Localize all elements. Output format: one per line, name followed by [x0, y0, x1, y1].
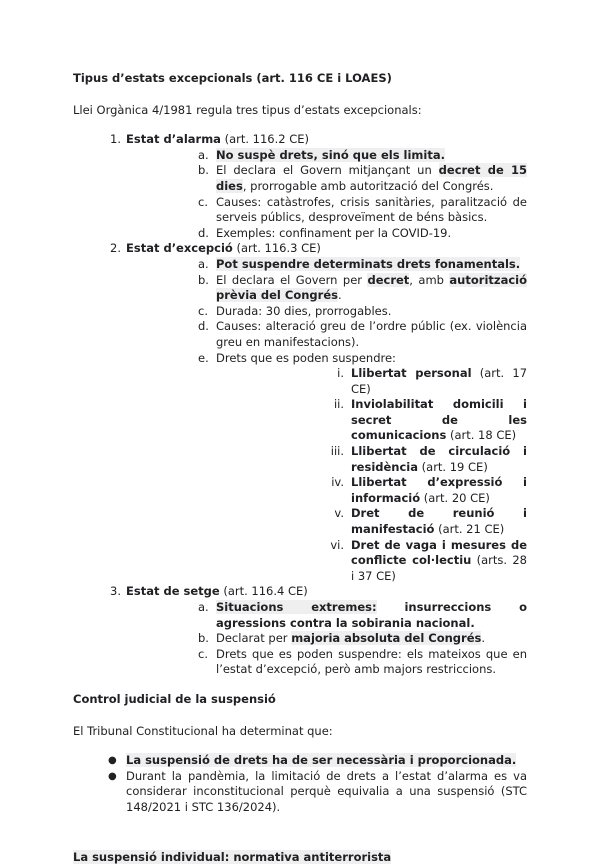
text-run: .	[337, 288, 342, 303]
right-name: Llibertat d’expressió i informació	[351, 475, 527, 505]
state-ref: (art. 116.3 CE)	[232, 241, 321, 256]
state-sublist	[126, 148, 527, 242]
bullet-icon: ●	[108, 755, 117, 767]
highlighted-text: La suspensió de drets ha de ser necessària i proporcionada.	[126, 753, 517, 768]
control-heading: Control judicial de la suspensió	[73, 691, 276, 706]
list-marker: e.	[198, 350, 209, 365]
state-sublist	[126, 600, 527, 678]
section-title: Tipus d’estats excepcionals (art. 116 CE i LOAES)	[73, 71, 392, 85]
highlighted-text: autorització prèvia del Congrés	[216, 272, 527, 303]
right-item	[216, 475, 527, 506]
state-subitem	[126, 163, 527, 194]
text-run: Causes: catàstrofes, crisis sanitàries, paralització de serveis públics, desproveïment de béns bàsics.	[216, 194, 527, 225]
list-marker: d.	[198, 225, 209, 240]
list-marker: c.	[198, 303, 208, 318]
list-marker: c.	[198, 646, 208, 661]
text-run: Causes: alteració greu de l’ordre públic (ex. violència greu en manifestacions).	[216, 319, 527, 349]
control-bullet-item	[73, 753, 527, 769]
right-ref: (art. 18 CE)	[446, 428, 517, 443]
final-heading: La suspensió individual: normativa antiterrorista	[73, 849, 392, 864]
state-subitem	[126, 226, 527, 242]
list-marker: 3.	[110, 584, 121, 599]
list-marker: a.	[198, 256, 209, 271]
state-subitem	[126, 600, 527, 631]
state-ref: (art. 116.2 CE)	[220, 132, 310, 147]
highlighted-text: Situacions extremes:	[216, 600, 377, 614]
right-item	[216, 444, 527, 475]
state-sublist	[126, 257, 527, 584]
text-run: , prorrogable amb autorització del Congrés.	[242, 178, 494, 193]
text-run: Drets que es poden suspendre: els mateixos que en l’estat d’excepció, però amb majors restriccions.	[216, 646, 527, 677]
right-ref: (art. 19 CE)	[418, 459, 488, 474]
state-subitem	[126, 273, 527, 304]
list-marker: d.	[198, 319, 209, 334]
states-list	[73, 132, 527, 678]
right-item	[216, 397, 527, 444]
text-run: El declara el Govern mitjançant un	[216, 163, 439, 178]
intro-paragraph: Llei Orgànica 4/1981 regula tres tipus d’estats excepcionals:	[73, 102, 422, 117]
right-ref: (art. 21 CE)	[434, 522, 505, 537]
highlighted-text: majoria absoluta del Congrés	[291, 631, 482, 646]
list-marker: a.	[198, 147, 209, 162]
control-bullet-item	[73, 769, 527, 816]
list-marker: v.	[334, 506, 344, 521]
state-item	[73, 584, 527, 678]
state-item	[73, 132, 527, 241]
list-marker: 2.	[110, 241, 121, 256]
text-run: , amb	[409, 272, 450, 287]
state-subitem	[126, 319, 527, 350]
state-ref: (art. 116.4 CE)	[219, 584, 308, 599]
list-marker: iv.	[331, 475, 344, 490]
text-run: Drets que es poden suspendre:	[216, 350, 396, 365]
document-page	[73, 71, 527, 865]
state-subitem	[126, 351, 527, 585]
right-name: Dret de vaga i mesures de conflicte col·lectiu	[351, 537, 527, 568]
state-subitem	[126, 631, 527, 647]
list-marker: i.	[337, 366, 344, 381]
text-run: Exemples: confinament per la COVID-19.	[216, 225, 452, 240]
rights-list	[216, 366, 527, 584]
right-name: Inviolabilitat domicili i secret de les comunicacions	[351, 397, 527, 443]
highlighted-text: No suspè drets, sinó que els limita.	[216, 147, 445, 162]
text-run: Declarat per	[216, 631, 292, 646]
right-name: Dret de reunió i manifestació	[351, 506, 527, 537]
text-run: Durada: 30 dies, prorrogables.	[216, 303, 392, 318]
right-item	[216, 506, 527, 537]
right-item	[216, 538, 527, 585]
highlighted-text: decret de 15 dies	[216, 163, 527, 193]
list-marker: 1.	[110, 132, 121, 147]
state-subitem	[126, 304, 527, 320]
text-run: El declara el Govern per	[216, 272, 368, 287]
highlighted-text: decret	[367, 272, 410, 287]
list-marker: a.	[198, 600, 209, 614]
bullet-icon: ●	[108, 770, 117, 782]
state-subitem	[126, 257, 527, 273]
right-name: Llibertat personal	[351, 366, 472, 381]
state-subitem	[126, 148, 527, 164]
list-marker: iii.	[330, 444, 344, 459]
right-name: Llibertat de circulació i residència	[351, 444, 527, 474]
highlighted-text: Pot suspendre determinats drets fonamentals.	[216, 256, 521, 271]
list-marker: vi.	[330, 537, 344, 552]
right-item	[216, 366, 527, 397]
right-ref: (arts. 28 i 37 CE)	[351, 553, 527, 583]
text-run: insurreccions o agressions contra la sobirania nacional.	[216, 600, 527, 630]
state-subitem	[126, 195, 527, 226]
control-bullets	[73, 753, 527, 815]
list-marker: b.	[198, 272, 209, 287]
state-subitem	[126, 647, 527, 678]
list-marker: b.	[198, 631, 209, 646]
list-marker: b.	[198, 163, 209, 178]
state-name: Estat de setge	[126, 584, 220, 599]
state-name: Estat d’excepció	[126, 241, 233, 256]
text-run: .	[481, 631, 486, 646]
right-ref: (art. 17 CE)	[351, 366, 528, 396]
list-marker: ii.	[333, 397, 344, 412]
right-ref: (art. 20 CE)	[420, 490, 490, 505]
list-marker: c.	[198, 194, 208, 209]
state-item	[73, 241, 527, 584]
text-run: Durant la pandèmia, la limitació de drets a l’estat d’alarma es va considerar inconstitucional perquè equivalia a una suspensió (STC 148/2021 i STC 136/2024).	[126, 768, 527, 814]
state-name: Estat d’alarma	[126, 132, 221, 147]
control-intro: El Tribunal Constitucional ha determinat que:	[73, 723, 333, 738]
